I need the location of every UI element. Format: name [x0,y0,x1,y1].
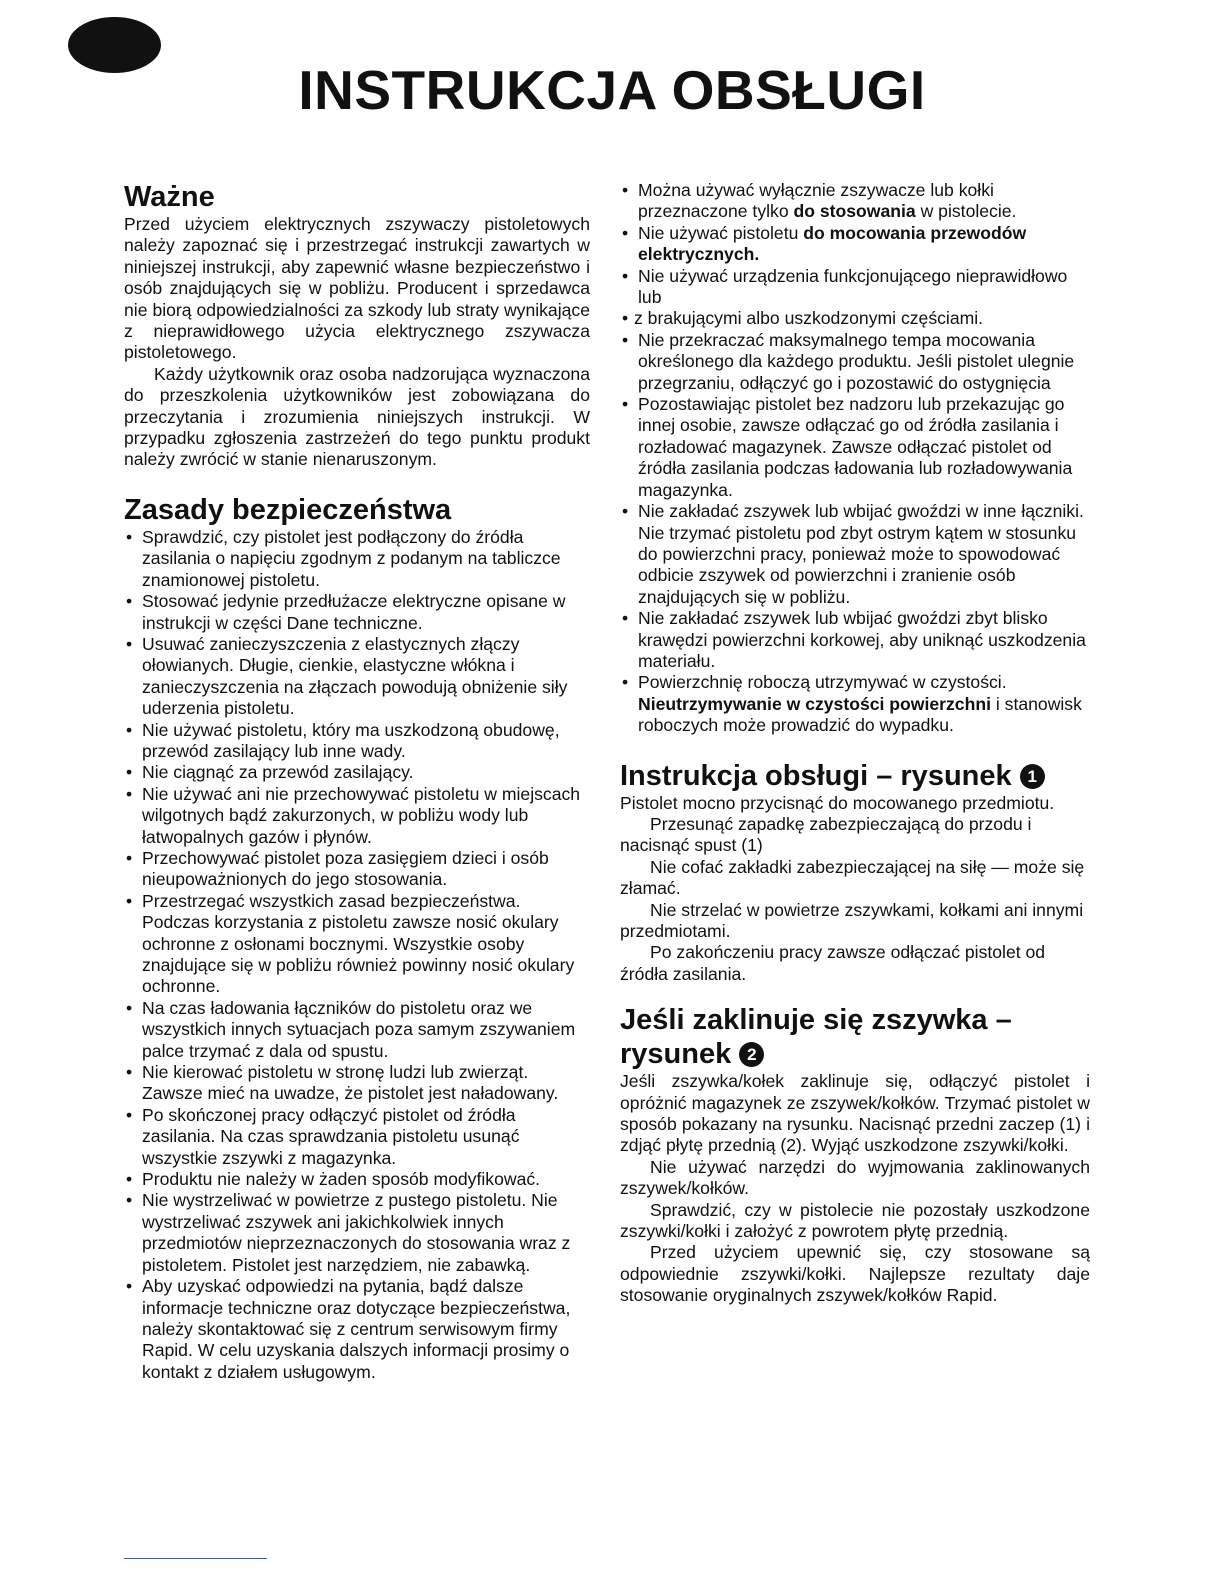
important-paragraph-1: Przed użyciem elektrycznych zszywaczy pistoletowych należy zapoznać się i przestrzegać instrukcji zawartych w niniejszej instrukcji, aby zapewnić własne bezpieczeństwo i osób znajdujących się w pobliżu. Producent i sprzedawca nie biorą odpowiedzialności za szkody lub straty wynikające z nieprawidłowego użycia elektrycznego zszywacza pistoletowego. [124,214,590,363]
item-text: Nie używać pistoletu [638,222,804,243]
page-title: INSTRUKCJA OBSŁUGI [298,59,926,121]
item-bold-text: Nieutrzymywanie w czystości powierzchni [638,693,991,714]
jam-heading-line2: rysunek [620,1038,732,1071]
list-item: • Nie kierować pistoletu w stronę ludzi lub zwierząt. Zawsze mieć na uwadze, że pistolet jest naładowany. [124,1062,590,1105]
item-text: z brakującymi albo uszkodzonymi częściami. [634,308,984,329]
item-text: Można używać wyłącznie zszywacze lub kołki przeznaczone tylko [638,180,994,222]
item-text: Powierzchnię roboczą utrzymywać w czystości. [638,672,1007,693]
right-column [620,180,1090,1307]
list-item: • Nie wystrzeliwać w powietrze z pustego pistoletu. Nie wystrzeliwać zszywek ani jakichkolwiek innych przedmiotów nieprzeznaczonych do stosowania wraz z pistoletem. Pistolet jest narzędziem, nie zabawką. [124,1190,590,1276]
jam-paragraph-1: Jeśli zszywka/kołek zaklinuje się, odłączyć pistolet i opróżnić magazynek ze zszywek/kołków. Trzymać pistolet w sposób pokazany na rysunku. Nacisnąć przedni zaczep (1) i zdjąć płytę przednią (2). Wyjąć uszkodzone zszywki/kołki. [620,1071,1090,1156]
important-paragraph-2: Każdy użytkownik oraz osoba nadzorująca wyznaczona do przeszkolenia użytkowników jest zobowiązana do przeczytania i zrozumienia niniejszych instrukcji. W przypadku zgłoszenia zastrzeżeń do tego punktu produkt należy zwrócić w stanie nienaruszonym. [124,363,590,470]
item-text: i stanowisk roboczych może prowadzić do wypadku. [638,693,1082,736]
list-item: • Nie używać pistoletu, który ma uszkodzoną obudowę, przewód zasilający lub inne wady. [124,720,590,763]
item-text: Nie używać urządzenia funkcjonującego nieprawidłowo lub [638,265,1068,308]
safety-section [124,493,590,1383]
list-item: • Produktu nie należy w żaden sposób modyfikować. [124,1169,590,1190]
list-item [620,180,1090,223]
left-column [124,180,590,1383]
jam-paragraph-2: Nie używać narzędzi do wyjmowania zaklinowanych zszywek/kołków. [620,1156,1090,1199]
safety-list-continued [620,180,1090,737]
operation-paragraph-5: Po zakończeniu pracy zawsze odłączać pistolet od źródła zasilania. [620,942,1046,984]
operation-heading [620,759,1090,793]
jam-section [620,1003,1090,1306]
important-heading: Ważne [124,181,215,213]
operation-paragraph-1: Pistolet mocno przycisnąć do mocowanego przedmiotu. [620,792,1055,813]
operation-paragraph-2: Przesunąć zapadkę zabezpieczającą do przodu i nacisnąć spust (1) [620,813,1032,856]
operation-section [620,759,1090,986]
footer-divider [124,1558,267,1559]
item-bold-text: do stosowania [793,201,916,222]
list-item: • Nie ciągnąć za przewód zasilający. [124,762,590,783]
figure-number-icon: 1 [1020,764,1045,789]
list-item: • Sprawdzić, czy pistolet jest podłączony do źródła zasilania o napięciu zgodnym z podanym na tabliczce znamionowej pistoletu. [124,527,590,591]
figure-number-icon: 2 [739,1042,764,1067]
list-item: • Pozostawiając pistolet bez nadzoru lub przekazując go innej osobie, zawsze odłączać go od źródła zasilania i rozładować magazynek. Zawsze odłączać pistolet od źródła zasilania podczas ładowania lub rozładowywania magazynka. [620,394,1090,501]
jam-paragraph-3: Sprawdzić, czy w pistolecie nie pozostały uszkodzone zszywki/kołki i założyć z powrotem płytę przednią. [620,1199,1090,1242]
safety-heading: Zasady bezpieczeństwa [124,493,452,526]
operation-paragraph-4: Nie strzelać w powietrze zszywkami, kołkami ani innymi przedmiotami. [620,899,1084,941]
list-item: • Usuwać zanieczyszczenia z elastycznych złączy ołowianych. Długie, cienkie, elastyczne włókna i zanieczyszczenia na złączach powodują obniżenie siły uderzenia pistoletu. [124,634,590,720]
list-item [620,672,1090,736]
list-item [620,223,1090,266]
item-text: w pistolecie. [915,201,1017,222]
list-item: • Po skończonej pracy odłączyć pistolet od źródła zasilania. Na czas sprawdzania pistoletu usunąć wszystkie zszywki z magazynka. [124,1105,590,1169]
important-section [124,180,590,471]
operation-heading-text: Instrukcja obsługi – rysunek [620,759,1012,792]
list-item: • Nie używać ani nie przechowywać pistoletu w miejscach wilgotnych bądź zakurzonych, w pobliżu wody lub łatwopalnych gazów i płynów. [124,784,590,848]
jam-paragraph-4: Przed użyciem upewnić się, czy stosowane są odpowiednie zszywki/kołki. Najlepsze rezultaty daje stosowanie oryginalnych zszywek/kołków Rapid. [620,1242,1090,1306]
list-item: • Na czas ładowania łączników do pistoletu oraz we wszystkich innych sytuacjach poza samym zszywaniem palce trzymać z dala od spustu. [124,998,590,1062]
list-item: • Nie przekraczać maksymalnego tempa mocowania określonego dla każdego produktu. Jeśli pistolet ulegnie przegrzaniu, odłączyć go i pozostawić do ostygnięcia [620,330,1090,394]
list-item: • Przechowywać pistolet poza zasięgiem dzieci i osób nieupoważnionych do jego stosowania. [124,848,590,891]
list-item: • Aby uzyskać odpowiedzi na pytania, bądź dalsze informacje techniczne oraz dotyczące bezpieczeństwa, należy skontaktować się z centrum serwisowym firmy Rapid. W celu uzyskania dalszych informacji prosimy o kontakt z działem usługowym. [124,1276,590,1383]
list-item: • Przestrzegać wszystkich zasad bezpieczeństwa. Podczas korzystania z pistoletu zawsze nosić okulary ochronne z osłonami bocznymi. Wszystkie osoby znajdujące się w pobliżu również powinny nosić okulary ochronne. [124,891,590,998]
list-item: • Stosować jedynie przedłużacze elektryczne opisane w instrukcji w części Dane techniczne. [124,591,590,634]
list-item: • Nie zakładać zszywek lub wbijać gwoździ w inne łączniki. Nie trzymać pistoletu pod zbyt ostrym kątem w stosunku do powierzchni pracy, ponieważ może to spowodować odbicie zszywek od powierzchni i zranienie osób znajdujących się w pobliżu. [620,501,1090,608]
list-item: • Nie zakładać zszywek lub wbijać gwoździ zbyt blisko krawędzi powierzchni korkowej, aby uniknąć uszkodzenia materiału. [620,608,1090,672]
jam-heading-line1: Jeśli zaklinuje się zszywka – [620,1004,1012,1037]
jam-heading [620,1003,1090,1071]
list-item-continuation [620,308,1090,329]
operation-paragraph-3: Nie cofać zakładki zabezpieczającej na siłę — może się złamać. [620,856,1085,899]
list-item [620,266,1090,309]
item-bold-text: do mocowania przewodów elektrycznych. [638,222,1027,265]
safety-list [124,527,590,1383]
